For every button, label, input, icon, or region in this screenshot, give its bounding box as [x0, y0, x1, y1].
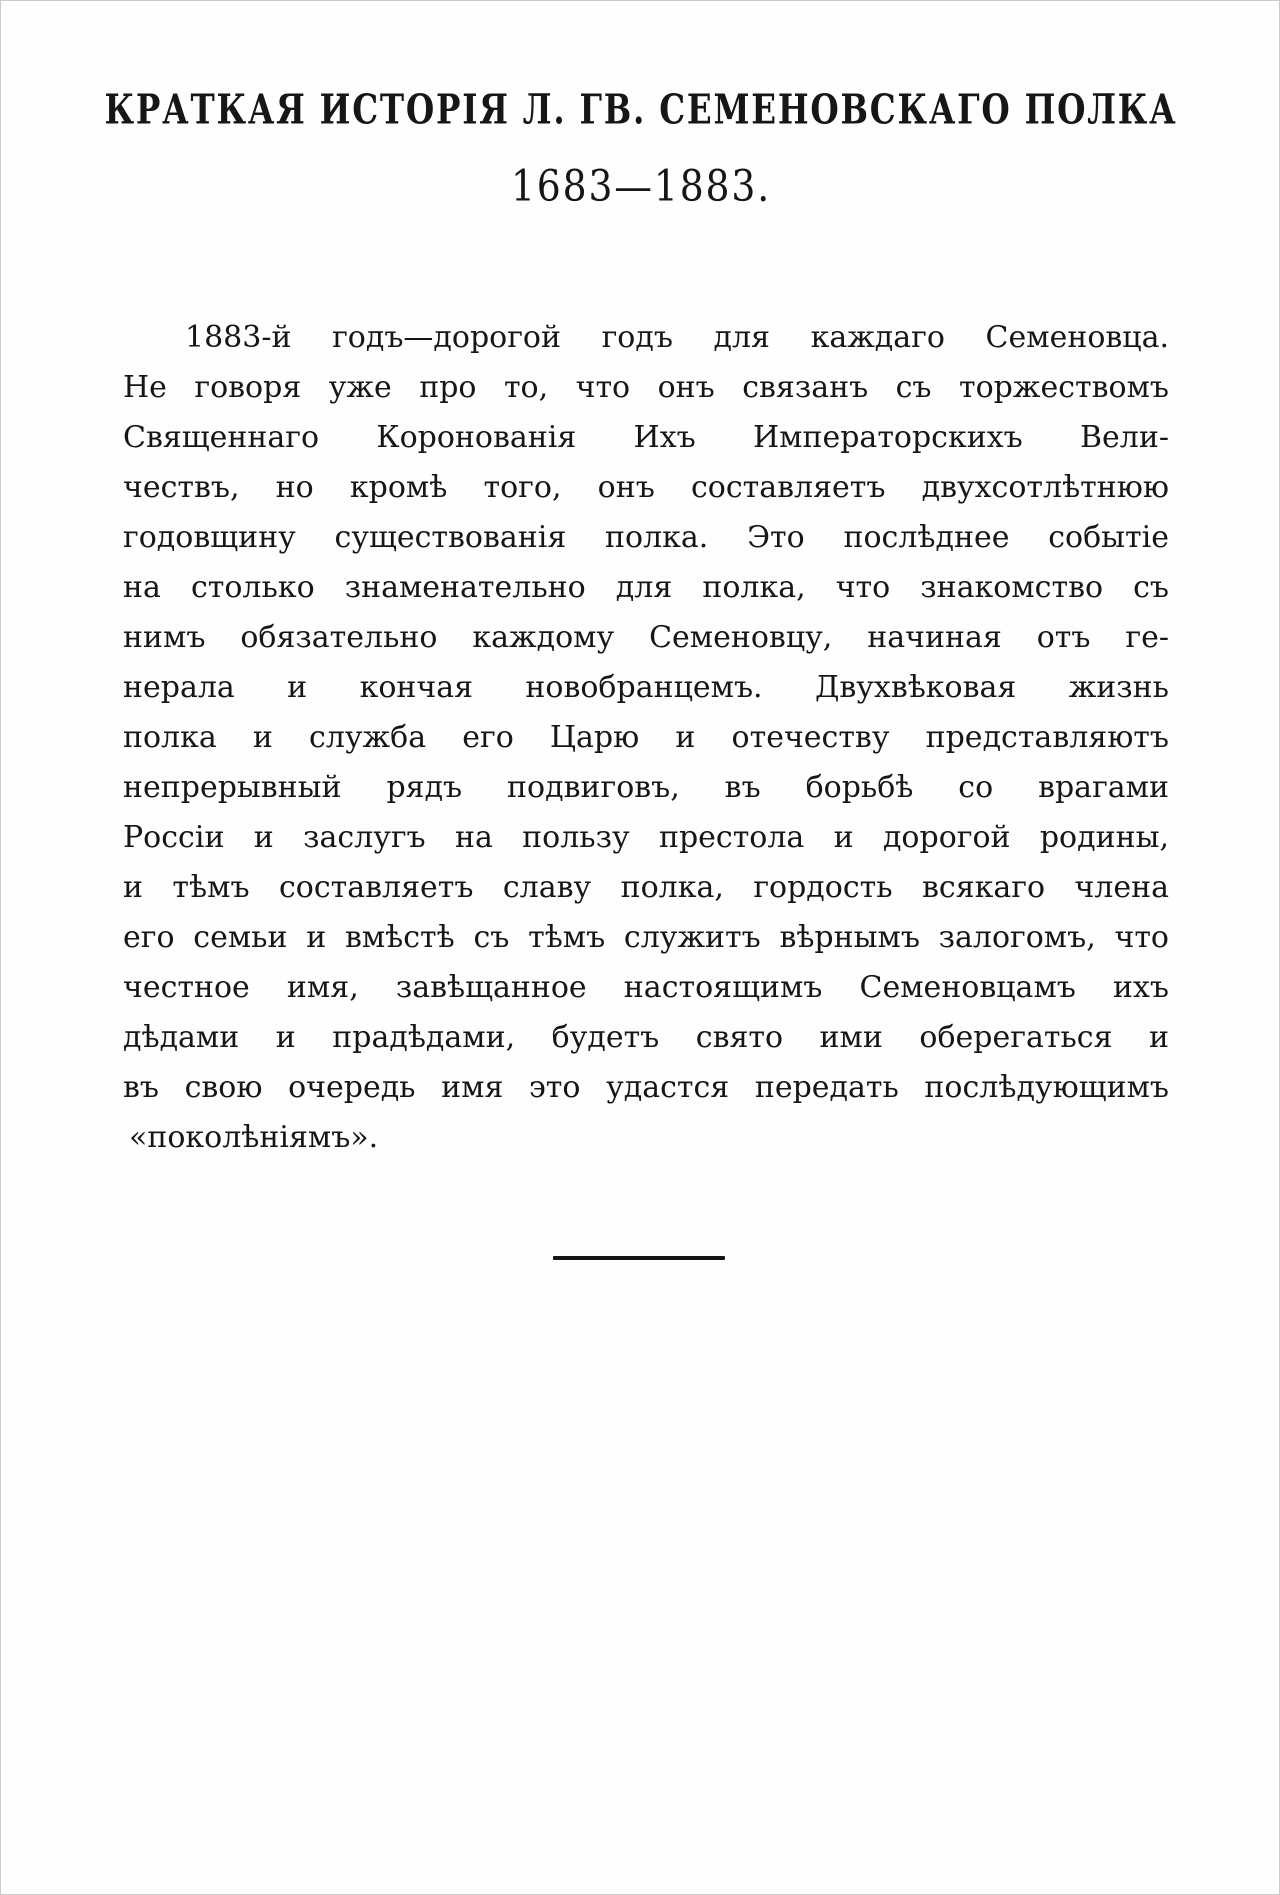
text-line: годовщину существованія полка. Это послѣднее событіе	[123, 520, 1169, 555]
text-line: въ свою очередь имя это удастся передать послѣдующимъ	[123, 1070, 1169, 1105]
text-line: Не говоря уже про то, что онъ связанъ съ торжествомъ	[123, 370, 1169, 405]
body-paragraph	[123, 313, 1169, 1163]
date-range: 1683—1883.	[510, 161, 772, 212]
text-line: Россіи и заслугъ на пользу престола и дорогой родины,	[123, 820, 1169, 855]
page-title: КРАТКАЯ ИСТОРІЯ Л. ГВ. СЕМЕНОВСКАГО ПОЛКА	[104, 85, 1178, 134]
text-line: его семьи и вмѣстѣ съ тѣмъ служитъ вѣрнымъ залогомъ, что	[123, 920, 1169, 955]
text-line: на столько знаменательно для полка, что знакомство съ	[123, 570, 1169, 605]
text-line: Священнаго Коронованія Ихъ Императорскихъ Вели-	[123, 420, 1169, 455]
text-line: чествъ, но кромѣ того, онъ составляетъ двухсотлѣтнюю	[123, 470, 1169, 505]
text-line: дѣдами и прадѣдами, будетъ свято ими оберегаться и	[123, 1020, 1169, 1055]
text-line: непрерывный рядъ подвиговъ, въ борьбѣ со врагами	[123, 770, 1169, 805]
end-of-section-rule	[553, 1256, 725, 1260]
text-line: честное имя, завѣщанное настоящимъ Семеновцамъ ихъ	[123, 970, 1169, 1005]
text-line: и тѣмъ составляетъ славу полка, гордость всякаго члена	[123, 870, 1169, 905]
text-line: нерала и кончая новобранцемъ. Двухвѣковая жизнь	[123, 670, 1169, 705]
text-line: нимъ обязательно каждому Семеновцу, начиная отъ ге-	[123, 620, 1169, 655]
text-line: «поколѣніямъ».	[129, 1120, 379, 1155]
text-line: полка и служба его Царю и отечеству представляютъ	[123, 720, 1169, 755]
text-line: 1883-й годъ—дорогой годъ для каждаго Семеновца.	[185, 320, 1169, 355]
